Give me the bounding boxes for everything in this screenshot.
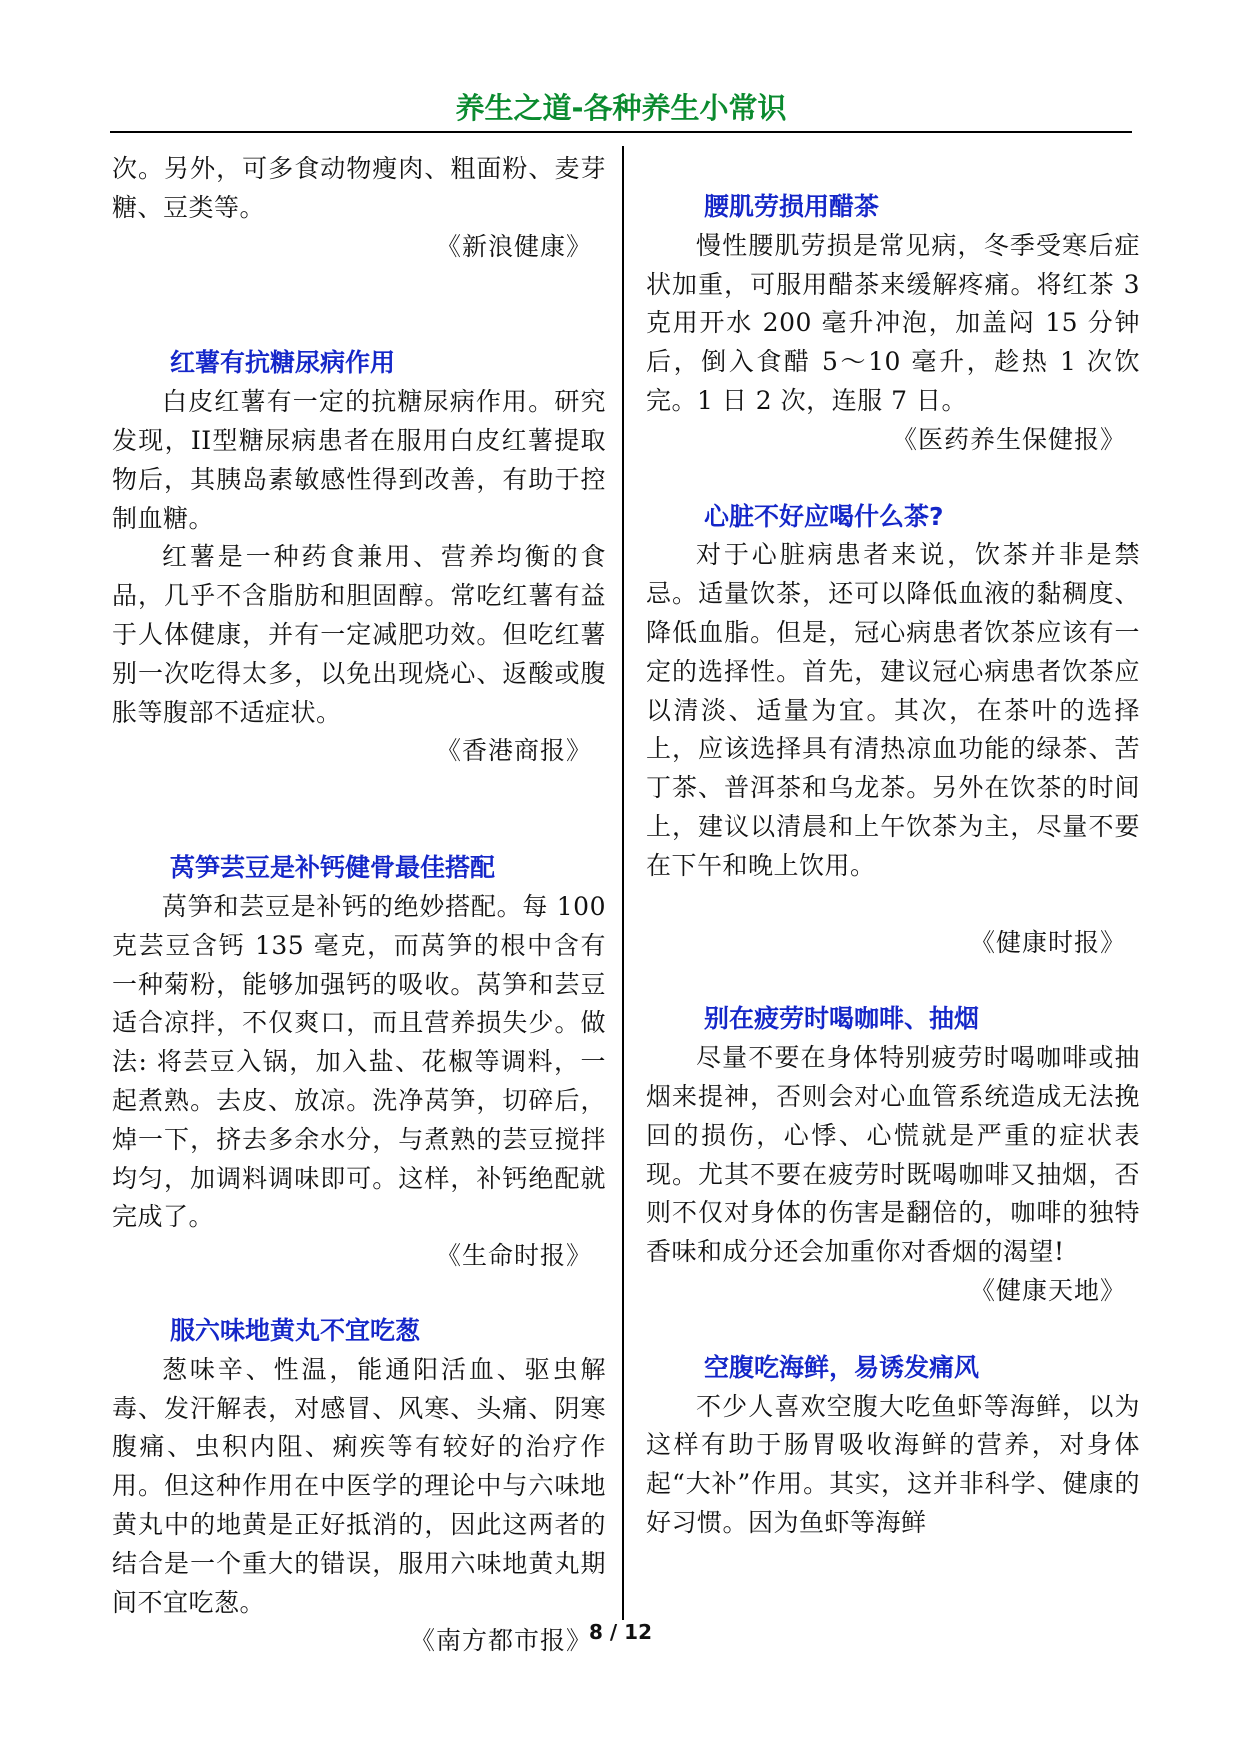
article-sweet-potato xyxy=(112,344,606,771)
column-divider xyxy=(622,146,624,1620)
article-paragraph: 对于心脏病患者来说，饮茶并非是禁忌。适量饮茶，还可以降低血液的黏稠度、降低血脂。但是，冠心病患者饮茶应该有一定的选择性。首先，建议冠心病患者饮茶应以清淡、适量为宜。其次，在茶叶的选择上，应该选择具有清热凉血功能的绿茶、苦丁茶、普洱茶和乌龙茶。另外在饮茶的时间上，建议以清晨和上午饮茶为主，尽量不要在下午和晚上饮用。 xyxy=(646,540,1140,880)
article-paragraph: 不少人喜欢空腹大吃鱼虾等海鲜，以为这样有助于肠胃吸收海鲜的营养，对身体起“大补”作用。其实，这并非科学、健康的好习惯。因为鱼虾等海鲜 xyxy=(646,1391,1140,1537)
article-lettuce-beans xyxy=(112,849,606,1276)
article-source: 《新浪健康》 xyxy=(435,231,592,261)
article-source: 《生命时报》 xyxy=(435,1241,592,1271)
header-rule xyxy=(110,131,1132,133)
article-paragraph: 葱味辛、性温，能通阳活血、驱虫解毒、发汗解表，对感冒、风寒、头痛、阴寒腹痛、虫积内阻、痢疾等有较好的治疗作用。但这种作用在中医学的理论中与六味地黄丸中的地黄是正好抵消的，因此这两者的结合是一个重大的错误，服用六味地黄丸期间不宜吃葱。 xyxy=(112,1354,606,1617)
left-column xyxy=(112,150,606,1656)
article-title: 莴笋芸豆是补钙健骨最佳搭配 xyxy=(170,853,496,883)
article-source: 《健康天地》 xyxy=(969,1275,1126,1305)
article-paragraph: 白皮红薯有一定的抗糖尿病作用。研究发现，II型糖尿病患者在服用白皮红薯提取物后，其胰岛素敏感性得到改善，有助于控制血糖。 xyxy=(112,387,606,533)
article-source: 《医药养生保健报》 xyxy=(891,424,1126,454)
article-paragraph: 莴笋和芸豆是补钙的绝妙搭配。每 100 克芸豆含钙 135 毫克，而莴笋的根中含有一种菊粉，能够加强钙的吸收。莴笋和芸豆适合凉拌，不仅爽口，而且营养损失少。做法: 将芸豆入锅，加入盐、花椒等调料，一起煮熟。去皮、放凉。洗净莴笋，切碎后，焯一下，挤去多余水分，与煮熟的芸豆搅拌均匀，加调料调味即可。这样，补钙绝配就完成了。 xyxy=(112,891,606,1232)
article-title: 服六味地黄丸不宜吃葱 xyxy=(170,1315,421,1345)
page-header-title: 养生之道-各种养生小常识 xyxy=(455,91,787,125)
article-title: 红薯有抗糖尿病作用 xyxy=(170,348,396,378)
article-source: 《南方都市报》 xyxy=(409,1626,592,1656)
article-title: 别在疲劳时喝咖啡、抽烟 xyxy=(704,1004,980,1034)
article-paragraph: 尽量不要在身体特别疲劳时喝咖啡或抽烟来提神，否则会对心血管系统造成无法挽回的损伤，心悸、心慌就是严重的症状表现。尤其不要在疲劳时既喝咖啡又抽烟，否则不仅对身体的伤害是翻倍的，咖啡的独特香味和成分还会加重你对香烟的渴望! xyxy=(646,1043,1140,1267)
article-paragraph: 红薯是一种药食兼用、营养均衡的食品，几乎不含脂肪和胆固醇。常吃红薯有益于人体健康，并有一定减肥功效。但吃红薯别一次吃得太多，以免出现烧心、返酸或腹胀等腹部不适症状。 xyxy=(112,542,606,727)
article-source: 《健康时报》 xyxy=(969,927,1126,957)
right-column xyxy=(646,150,1140,1620)
article-title: 腰肌劳损用醋茶 xyxy=(704,192,880,221)
article-title: 空腹吃海鲜，易诱发痛风 xyxy=(704,1352,980,1382)
article-source: 《香港商报》 xyxy=(435,736,592,766)
page-number: 8 / 12 xyxy=(589,1620,652,1644)
article-seafood-gout xyxy=(646,1349,1140,1543)
article-title: 心脏不好应喝什么茶? xyxy=(704,501,944,531)
continued-text: 次。另外，可多食动物瘦肉、粗面粉、麦芽糖、豆类等。 xyxy=(112,154,606,222)
article-liuwei-pill xyxy=(112,1312,606,1661)
article-paragraph: 慢性腰肌劳损是常见病，冬季受寒后症状加重，可服用醋茶来缓解疼痛。将红茶 3 克用开水 200 毫升冲泡，加盖闷 15 分钟后，倒入食醋 5～10 毫升，趁热 1 次饮完。1 日 2 次，连服 7 日。 xyxy=(646,230,1140,415)
article-vinegar-tea xyxy=(646,188,1140,460)
article-heart-tea xyxy=(646,498,1140,963)
article-coffee-smoking xyxy=(646,1000,1140,1310)
